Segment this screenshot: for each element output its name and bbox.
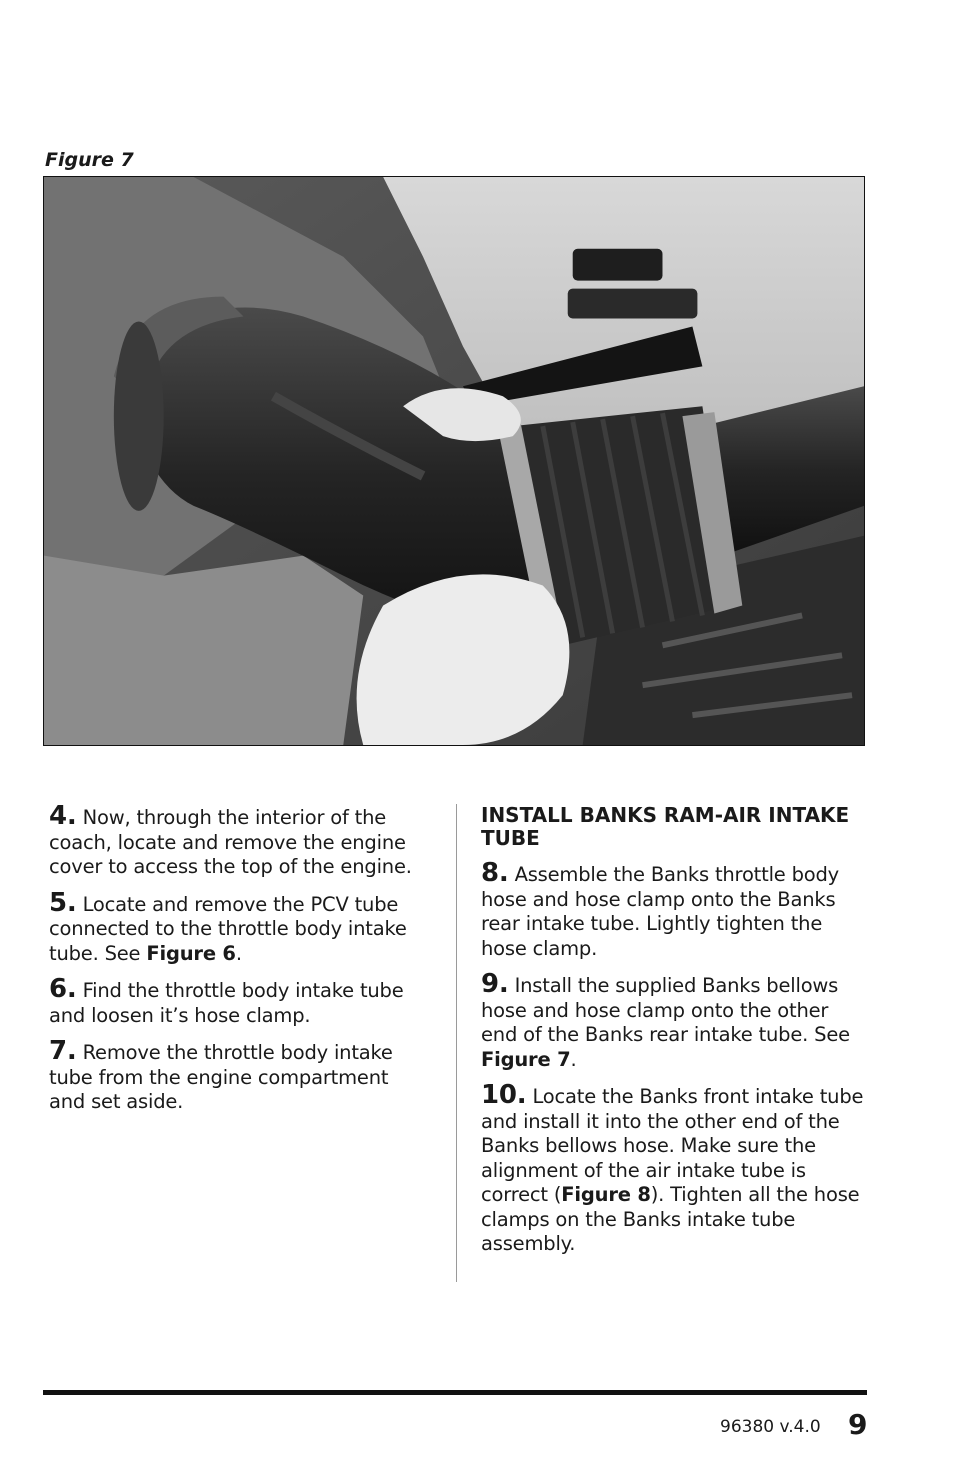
step-7 [49, 1036, 429, 1115]
column-divider [456, 804, 457, 1282]
step-5 [49, 887, 429, 967]
step-number: 9. [481, 969, 509, 999]
step-number: 5. [49, 887, 77, 918]
step-text-end: . [235, 941, 242, 965]
step-text: Install the supplied Banks bellows hose and hose clamp onto the other end of the Banks rear intake tube. See [481, 974, 850, 1046]
figure-reference: Figure 6 [146, 941, 236, 965]
step-number: 7. [49, 1036, 77, 1066]
figure-photo [43, 176, 865, 746]
page-number: 9 [848, 1408, 868, 1441]
step-8 [481, 858, 866, 961]
footer-rule [43, 1390, 867, 1395]
step-number: 6. [49, 974, 77, 1004]
step-text: Locate the Banks front intake tube and install it into the other end of the Banks bellows hose. Make sure the alignment of the air intake tube is correct ( [481, 1085, 864, 1206]
step-text: Assemble the Banks throttle body hose and hose clamp onto the Banks rear intake tube. Lightly tighten the hose clamp. [481, 863, 840, 960]
step-6 [49, 974, 429, 1028]
figure-reference: Figure 7 [481, 1047, 571, 1071]
step-number: 4. [49, 801, 77, 831]
step-text: Now, through the interior of the coach, locate and remove the engine cover to access the top of the engine. [49, 806, 412, 878]
section-heading: INSTALL BANKS RAM-AIR INTAKE TUBE [481, 803, 850, 850]
step-text-end: . [570, 1047, 577, 1071]
step-text: Remove the throttle body intake tube from the engine compartment and set aside. [49, 1041, 393, 1113]
step-number: 8. [481, 858, 509, 888]
step-9 [481, 969, 866, 1072]
step-text: Find the throttle body intake tube and loosen it’s hose clamp. [49, 979, 404, 1027]
right-column [481, 804, 866, 1268]
left-column [49, 801, 429, 1126]
step-text: Locate and remove the PCV tube connected to the throttle body intake tube. See [49, 892, 407, 965]
step-number: 10. [481, 1080, 527, 1110]
figure-caption: Figure 7 [45, 149, 134, 171]
figure-reference: Figure 8 [561, 1183, 651, 1206]
step-text-end: ). Tighten all the hose clamps on the Banks intake tube assembly. [481, 1183, 860, 1255]
step-4 [49, 801, 429, 880]
intake-tube-photo-illustration [44, 177, 864, 745]
step-10 [481, 1080, 866, 1257]
footer-part-number: 96380 v.4.0 [720, 1417, 821, 1437]
